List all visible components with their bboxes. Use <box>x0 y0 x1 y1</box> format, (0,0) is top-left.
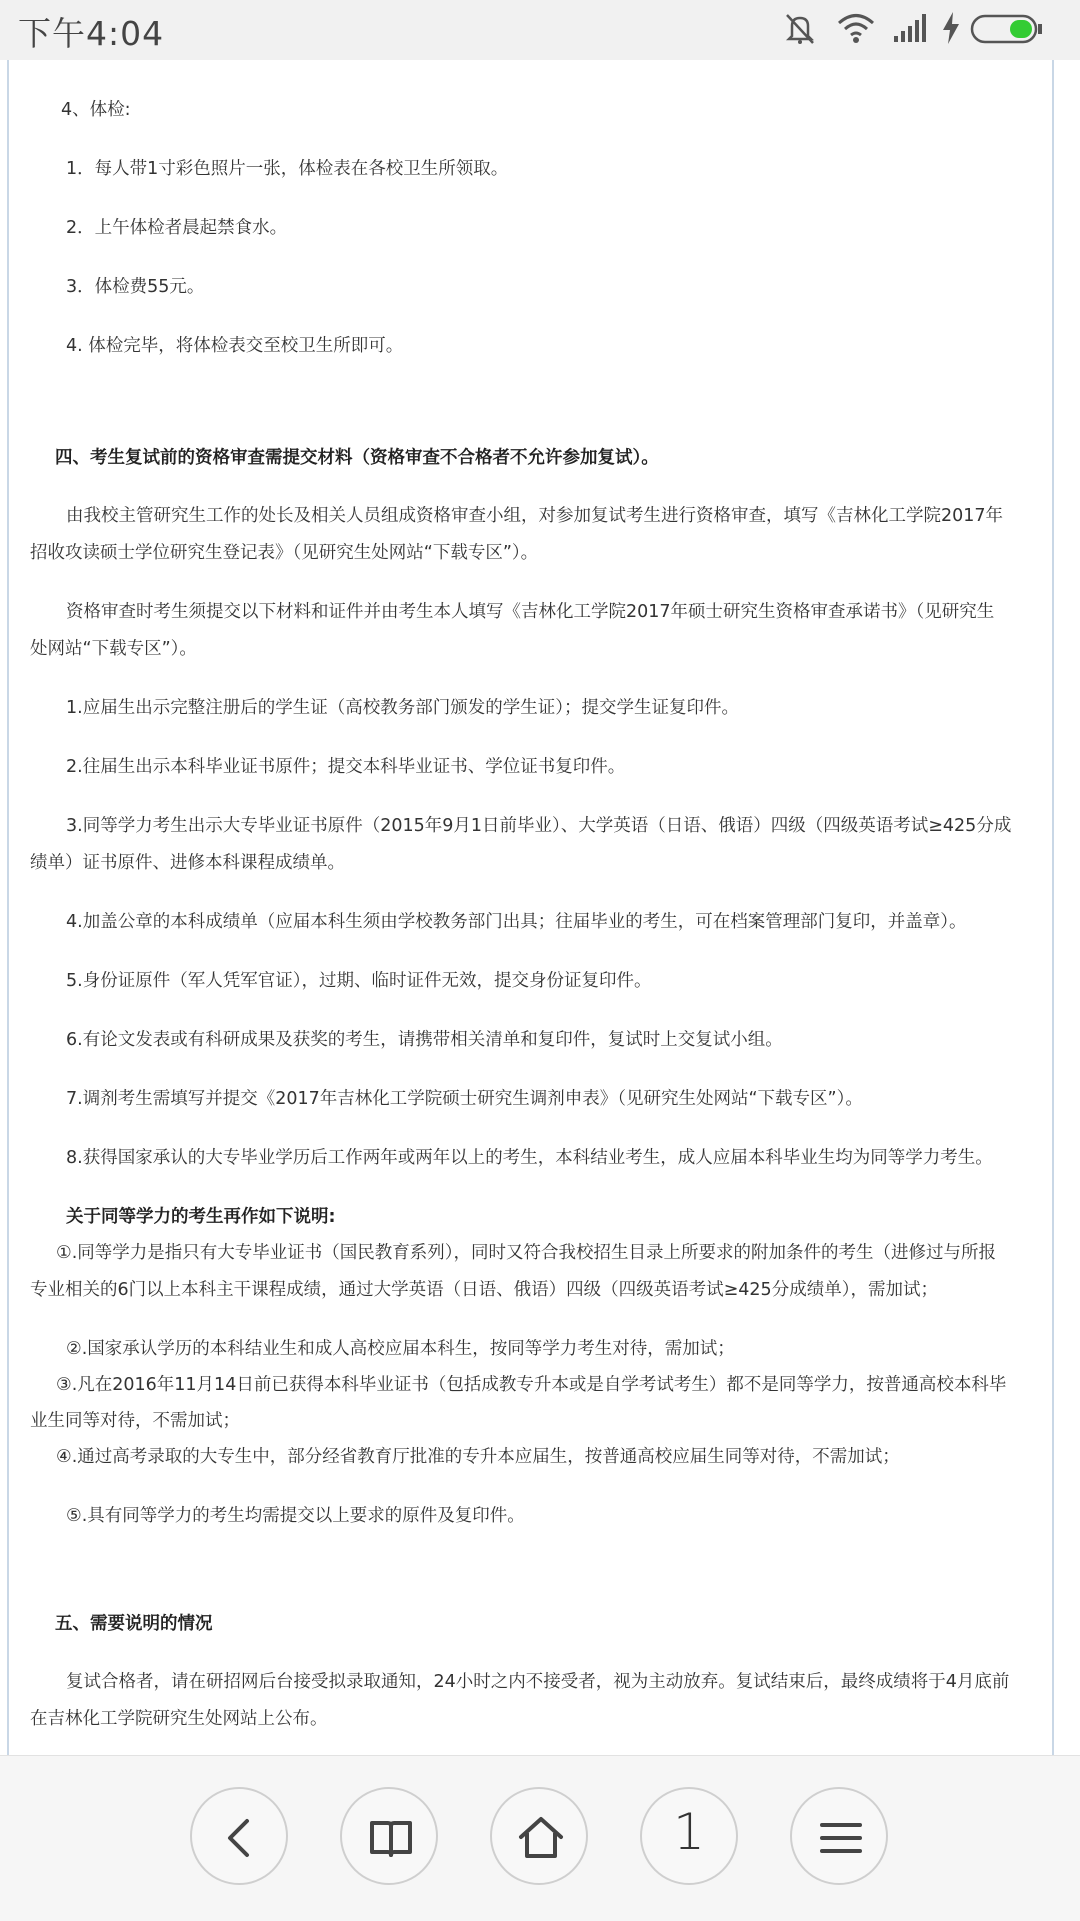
list-item: 5.身份证原件（军人凭军官证），过期、临时证件无效，提交身份证复印件。 <box>66 971 652 991</box>
article-content <box>30 40 1035 1755</box>
section-title: 4、体检: <box>61 100 131 120</box>
battery-icon <box>970 10 1044 50</box>
list-item: 8.获得国家承认的大专毕业学历后工作两年或两年以上的考生，本科结业考生，成人应届本科毕业生均为同等学力考生。 <box>66 1148 993 1168</box>
signal-icon <box>892 10 930 50</box>
bottom-nav-bar <box>0 1755 1080 1921</box>
status-time: 下午4:04 <box>18 14 165 53</box>
list-item: 3.同等学力考生出示大专毕业证书原件（2015年9月1日前毕业）、大学英语（日语、俄语）四级（四级英语考试≥425分成 <box>66 816 1012 836</box>
list-item: 6.有论文发表或有科研成果及获奖的考生，请携带相关清单和复印件，复试时上交复试小组。 <box>66 1030 783 1050</box>
list-item: 4.加盖公章的本科成绩单（应届本科生须由学校教务部门出具；往届毕业的考生，可在档案管理部门复印，并盖章）。 <box>66 912 967 932</box>
section-heading: 五、需要说明的情况 <box>55 1614 213 1634</box>
menu-button[interactable] <box>790 1787 888 1885</box>
list-item: ③.凡在2016年11月14日前已获得本科毕业证书（包括成教专升本或是自学考试考生）都不是同等学力，按普通高校本科毕 <box>56 1375 1007 1395</box>
list-item: 专业相关的6门以上本科主干课程成绩，通过大学英语（日语、俄语）四级（四级英语考试≥425分成绩单），需加试； <box>30 1280 938 1300</box>
page-border-right <box>1052 0 1054 1755</box>
paragraph-line: 招收攻读硕士学位研究生登记表》（见研究生处网站“下载专区”）。 <box>30 543 539 563</box>
section-heading: 四、考生复试前的资格审查需提交材料（资格审查不合格者不允许参加复试）。 <box>55 448 659 468</box>
list-item: 4. 体检完毕，将体检表交至校卫生所即可。 <box>66 336 404 356</box>
list-item: ⑤.具有同等学力的考生均需提交以上要求的原件及复印件。 <box>66 1506 525 1526</box>
status-bar <box>0 0 1080 60</box>
list-item: ①.同等学力是指只有大专毕业证书（国民教育系列），同时又符合我校招生目录上所要求的附加条件的考生（进修过与所报 <box>56 1243 996 1263</box>
list-item: 1．每人带1寸彩色照片一张，体检表在各校卫生所领取。 <box>66 159 509 179</box>
paragraph-line: 复试合格者，请在研招网后台接受拟录取通知，24小时之内不接受者，视为主动放弃。复试结束后，最终成绩将于4月底前 <box>66 1672 1010 1692</box>
bookmarks-button[interactable] <box>340 1787 438 1885</box>
wifi-icon <box>836 10 876 50</box>
list-item: 7.调剂考生需填写并提交《2017年吉林化工学院硕士研究生调剂申表》（见研究生处网站“下载专区”）。 <box>66 1089 863 1109</box>
list-item: 业生同等对待，不需加试； <box>30 1411 240 1431</box>
subsection-heading: 关于同等学力的考生再作如下说明: <box>66 1207 336 1227</box>
home-icon <box>516 1813 566 1863</box>
home-button[interactable] <box>490 1787 588 1885</box>
list-item: ④.通过高考录取的大专生中，部分经省教育厅批准的专升本应届生，按普通高校应届生同等对待，不需加试； <box>56 1447 900 1467</box>
page-border-left <box>7 0 9 1755</box>
paragraph-line: 由我校主管研究生工作的处长及相关人员组成资格审查小组，对参加复试考生进行资格审查，填写《吉林化工学院2017年 <box>66 506 1004 526</box>
back-icon <box>216 1813 266 1863</box>
back-button[interactable] <box>190 1787 288 1885</box>
paragraph-line: 处网站“下载专区”）。 <box>30 639 197 659</box>
list-item: 2．上午体检者晨起禁食水。 <box>66 218 288 238</box>
list-item: 1.应届生出示完整注册后的学生证（高校教务部门颁发的学生证）；提交学生证复印件。 <box>66 698 739 718</box>
mute-icon <box>782 10 818 50</box>
list-item: ②.国家承认学历的本科结业生和成人高校应届本科生，按同等学力考生对待，需加试； <box>66 1339 735 1359</box>
tabs-count: 1 <box>673 1803 705 1861</box>
paragraph-line: 资格审查时考生须提交以下材料和证件并由考生本人填写《吉林化工学院2017年硕士研究生资格审查承诺书》（见研究生 <box>66 602 995 622</box>
tabs-button[interactable] <box>640 1787 738 1885</box>
list-item: 绩单）证书原件、进修本科课程成绩单。 <box>30 853 345 873</box>
menu-icon <box>816 1813 866 1863</box>
list-item: 2.往届生出示本科毕业证书原件；提交本科毕业证书、学位证书复印件。 <box>66 757 626 777</box>
charging-icon <box>940 10 962 50</box>
paragraph-line: 在吉林化工学院研究生处网站上公布。 <box>30 1709 328 1729</box>
bookmarks-icon <box>366 1813 416 1863</box>
list-item: 3．体检费55元。 <box>66 277 205 297</box>
